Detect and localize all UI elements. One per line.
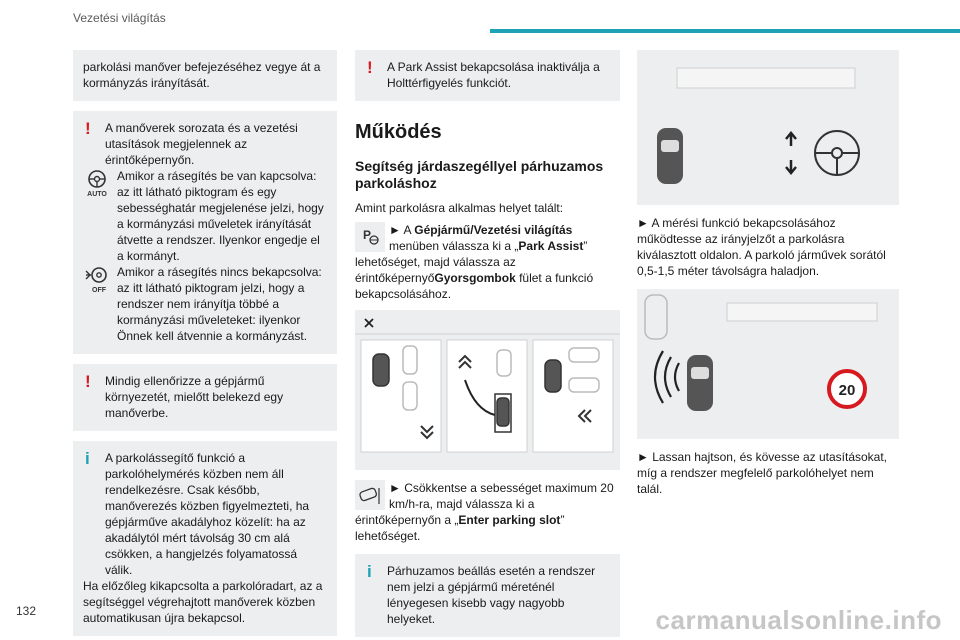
reduce-speed-instruction: ► Csökkentse a sebességet maximum 20 km/h-ra, majd válassza ki a érintőképernyőn a „Enter parking slot” lehetőséget. [355, 481, 614, 543]
page-number: 132 [16, 604, 37, 618]
svg-text:P: P [363, 228, 372, 242]
section-heading: Működés [355, 121, 442, 143]
info-icon: i [85, 449, 90, 468]
speed-limit-sign [829, 371, 865, 407]
steering-auto-icon [83, 168, 113, 198]
auto-assist-text: Amikor a rásegítés be van kapcsolva: az itt látható piktogram és egy sebességhatár megjelenése jelzi, hogy a kormányzási műveletek irányítását átvette a rendszer. Ilyenkor engedje el a kormányt. [117, 169, 324, 263]
warning-icon: ! [85, 372, 91, 391]
warning-text-1: A manőverek sorozata és a vezetési utasítások megjelennek az érintőképernyőn. [105, 121, 298, 167]
info-box-parking-sensor [73, 441, 337, 636]
info-parking-text-2: Ha előzőleg kikapcsolta a parkolóradart, az a segítséggel végrehajtott manőverek közben automatikusan újra bekapcsol. [83, 579, 323, 625]
measure-instruction: ► A mérési funkció bekapcsolásához működtesse az irányjelzőt a parkolásra kiválasztott oldalon. A parkoló járművek sorától 0,5-1,5 méter távolságra haladjon. [637, 216, 886, 278]
warning-icon: ! [367, 58, 373, 77]
svg-text:20: 20 [838, 382, 856, 399]
parking-modes-illustration [355, 310, 620, 470]
warning-box-surroundings [73, 364, 337, 431]
car-top-view [657, 128, 683, 184]
warning-icon: ! [85, 119, 91, 138]
park-assist-instruction: P ► A Gépjármű/Vezetési világítás menüben válassza ki a „Park Assist” lehetőséget, majd válassza az érintőképernyőGyorsgombok fület a funkció bekapcsolásához. [355, 223, 594, 301]
enter-slot-icon [355, 480, 385, 510]
header-title: Vezetési világítás [73, 11, 166, 25]
off-assist-text: Amikor a rásegítés nincs bekapcsolva: az itt látható piktogram jelzi, hogy a rendszer nem irányítja többé a kormányzási műveleteket: ilyenkor Önnek kell átvennie a kormányzást. [117, 265, 322, 343]
column-1 [73, 50, 337, 640]
subsection-heading: Segítség járdaszegéllyel párhuzamos parkoláshoz [355, 158, 604, 191]
info-parking-text: A parkolássegítő funkció a parkolóhelymérés közben nem áll rendelkezésre. Csak később, manőverezés közben figyelmezteti, ha gépjárműve akadályhoz közelít: ha az akadálytól mért távolság 30 cm alá csökken, a hangjelzés folyamatossá válik. [105, 451, 310, 577]
info-parallel-text: Párhuzamos beállás esetén a rendszer nem jelzi a gépjármű méreténél lényegesen kisebb vagy nagyobb helyeket. [387, 564, 596, 626]
info-icon: i [367, 562, 372, 581]
continued-note-box [73, 50, 337, 101]
car-top-view [687, 355, 713, 411]
header-accent-bar [490, 29, 960, 33]
intro-paragraph: Amint parkolásra alkalmas helyet talált: [355, 201, 564, 215]
info-box-parallel [355, 554, 620, 637]
watermark: carmanualsonline.info [655, 605, 942, 635]
indicator-illustration [637, 50, 899, 205]
auto-assist-line [83, 168, 327, 264]
warning-box-park-assist [355, 50, 620, 101]
warning-surroundings-text: Mindig ellenőrizze a gépjármű környezetét, mielőtt belekezd egy manőverbe. [105, 374, 284, 420]
slow-drive-illustration [637, 289, 899, 439]
park-assist-icon [355, 222, 385, 252]
park-assist-warning-text: A Park Assist bekapcsolása inaktiválja a Holttérfigyelés funkciót. [387, 60, 600, 90]
column-2 [355, 50, 620, 640]
auto-label: AUTO [87, 191, 107, 198]
steering-off-icon [83, 264, 113, 294]
off-label: OFF [92, 287, 106, 294]
continued-note-text: parkolási manőver befejezéséhez vegye át a kormányzás irányítását. [83, 60, 321, 90]
drive-slowly-instruction: ► Lassan hajtson, és kövesse az utasításokat, míg a rendszer megfelelő parkolóhelyet nem talál. [637, 450, 888, 496]
off-assist-line [83, 264, 327, 344]
warning-box-maneuvers [73, 111, 337, 354]
column-3 [637, 50, 899, 503]
